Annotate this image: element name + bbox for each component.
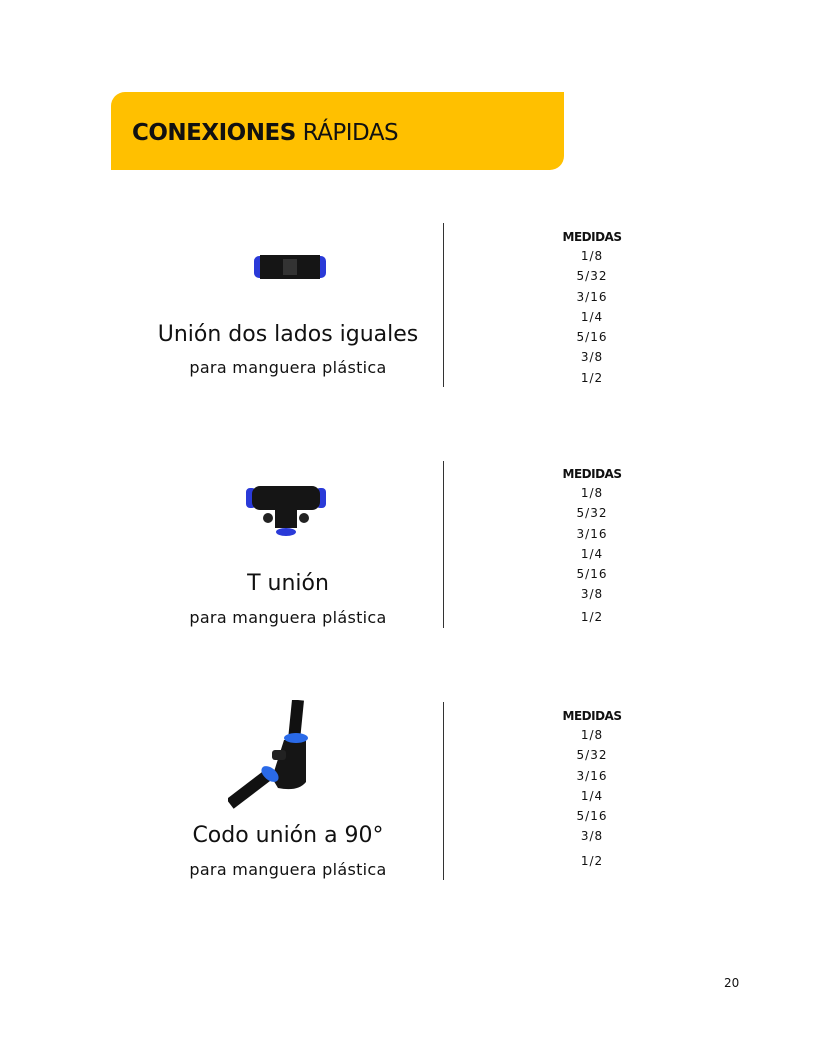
elbow-union-image xyxy=(228,700,328,812)
size-item: 5/32 xyxy=(576,269,608,284)
product-subtitle: para manguera plástica xyxy=(189,608,387,627)
size-item: 3/16 xyxy=(576,526,608,541)
page-number: 20 xyxy=(724,976,740,990)
size-item: 5/32 xyxy=(576,506,608,521)
size-item: 5/32 xyxy=(576,748,608,763)
sizes-header: MEDIDAS xyxy=(562,230,622,244)
size-item: 5/16 xyxy=(576,567,608,582)
product-name: T unión xyxy=(247,571,329,596)
size-item: 3/8 xyxy=(580,350,604,365)
size-item: 1/2 xyxy=(580,370,604,385)
section-banner xyxy=(111,92,564,170)
tee-union-image xyxy=(244,482,328,540)
size-item: 1/8 xyxy=(580,486,604,500)
size-item: 1/2 xyxy=(580,853,604,868)
sizes-header: MEDIDAS xyxy=(562,709,622,723)
size-item: 1/8 xyxy=(580,728,604,742)
product-subtitle: para manguera plástica xyxy=(189,860,387,879)
size-item: 3/8 xyxy=(580,829,604,844)
size-item: 3/16 xyxy=(576,768,608,783)
size-item: 5/16 xyxy=(576,330,608,345)
size-item: 3/16 xyxy=(576,289,608,304)
sizes-list xyxy=(552,467,632,630)
size-item: 5/16 xyxy=(576,809,608,824)
title-bold: CONEXIONES xyxy=(132,120,296,146)
sizes-header: MEDIDAS xyxy=(562,467,622,481)
section-title xyxy=(132,120,398,146)
product-subtitle: para manguera plástica xyxy=(189,358,387,377)
divider xyxy=(443,702,444,880)
size-item: 1/4 xyxy=(580,788,604,803)
straight-union-image xyxy=(250,250,330,284)
divider xyxy=(443,461,444,628)
product-name: Unión dos lados iguales xyxy=(157,322,419,347)
product-name: Codo unión a 90° xyxy=(192,823,384,848)
size-item: 1/4 xyxy=(580,309,604,324)
size-item: 3/8 xyxy=(580,587,604,602)
size-item: 1/8 xyxy=(580,249,604,263)
size-item: 1/2 xyxy=(580,609,604,624)
divider xyxy=(443,223,444,387)
sizes-list xyxy=(552,709,632,874)
size-item: 1/4 xyxy=(580,546,604,561)
title-rest: RÁPIDAS xyxy=(302,120,399,146)
sizes-list xyxy=(552,230,632,391)
